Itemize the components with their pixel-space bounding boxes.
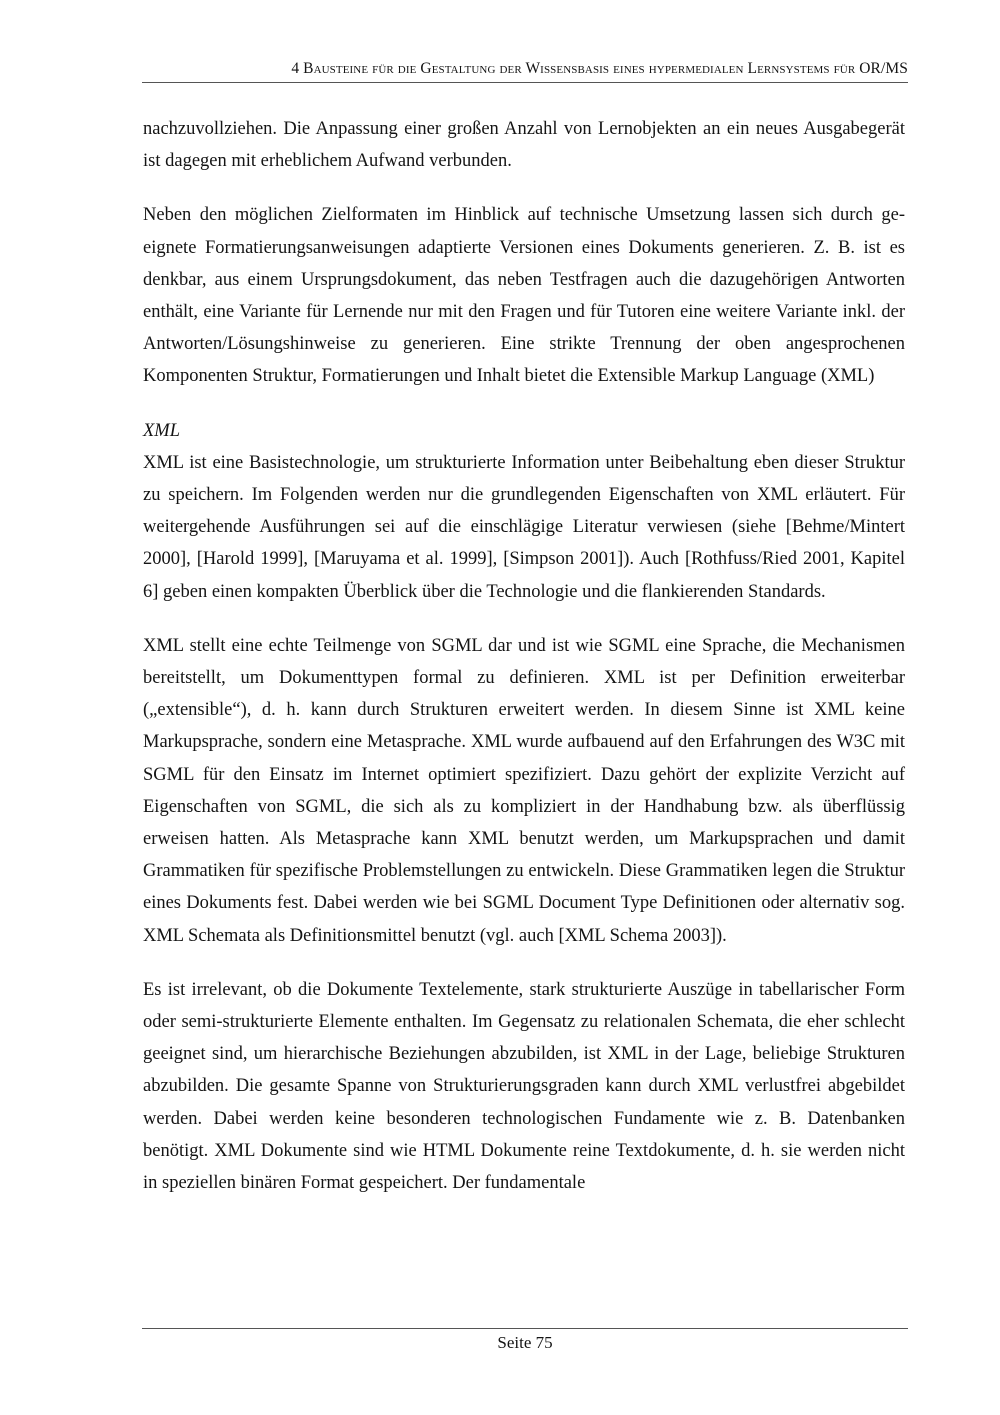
paragraph-xml-structures: Es ist irrelevant, ob die Dokumente Textelemente, stark strukturierte Auszüge in tabellarischer Form oder semi-strukturierte Elemente enthalten. Im Gegensatz zu relationalen Schemata, die eher schlecht geeignet sind, um hierarchische Beziehungen abzubilden, ist XML in der Lage, beliebige Strukturen abzubilden. Die gesamte Spanne von Strukturierungsgraden kann durch XML verlustfrei abgebildet werden. Dabei werden keine besonderen technologischen Fundamente wie z. B. Datenbanken benötigt. XML Dokumente sind wie HTML Dokumente reine Textdokumente, d. h. sie werden nicht in speziellen binären Format gespeichert. Der fundamentale	[143, 979, 905, 1194]
footer-divider	[142, 1328, 908, 1329]
section-heading-xml: XML	[143, 420, 180, 441]
running-header-title: 4 Bausteine für die Gestaltung der Wissensbasis eines hypermedialen Lernsystems für OR/MS	[291, 60, 908, 77]
paragraph-xml-intro: XML ist eine Basistechnologie, um strukturierte Information unter Beibehaltung eben dieser Struktur zu speichern. Im Folgenden werden nur die grundlegenden Eigenschaften von XML erläutert. Für weitergehende Ausführungen sei auf die einschlägige Literatur verwiesen (siehe [Behme/Mintert 2000], [Harold 1999], [Maruyama et al. 1999], [Simpson 2001]). Auch [Rothfuss/Ried 2001, Kapitel 6] geben einen kompakten Überblick über die Technologie und die flankierenden Standards.	[143, 452, 905, 602]
paragraph-xml-sgml: XML stellt eine echte Teilmenge von SGML dar und ist wie SGML eine Sprache, die Mechanismen bereitstellt, um Dokumenttypen formal zu definieren. XML ist per Definition erweiterbar („extensible“), d. h. kann durch Strukturen erweitert werden. In diesem Sinne ist XML keine Markupsprache, sondern eine Metasprache. XML wurde aufbauend auf den Erfahrungen des W3C mit SGML für den Einsatz im Internet optimiert spezifiziert. Dazu gehört der explizite Verzicht auf Eigenschaften von SGML, die sich als zu kompliziert in der Handhabung bzw. als überflüssig erweisen hatten. Als Metasprache kann XML benutzt werden, um Markupsprachen und damit Grammatiken für spezifische Problemstellungen zu entwickeln. Diese Grammatiken legen die Struktur eines Dokuments fest. Dabei werden wie bei SGML Document Type Definitionen oder alternativ sog. XML Schemata als Definitionsmittel benutzt (vgl. auch [XML Schema 2003]).	[143, 635, 905, 946]
running-header	[142, 60, 908, 78]
paragraph-target-formats: Neben den möglichen Zielformaten im Hinblick auf technische Umsetzung lassen sich durch geeignete Formatierungsanweisungen adaptierte Versionen eines Dokuments generieren. Z. B. ist es denkbar, aus einem Ursprungsdokument, das neben Testfragen auch die dazugehörigen Antworten enthält, eine Variante für Lernende nur mit den Fragen und für Tutoren eine weitere Variante inkl. der Antworten/Lösungshinweise zu generieren. Eine strikte Trennung der oben angesprochenen Komponenten Struktur, Formatierungen und Inhalt bietet die Extensible Markup Language (XML)	[143, 205, 905, 387]
body-text	[143, 113, 905, 1199]
header-divider	[142, 82, 908, 83]
paragraph-continuation: nachzuvollziehen. Die Anpassung einer großen Anzahl von Lernobjekten an ein neues Ausgabegerät ist dagegen mit erheblichem Aufwand verbunden.	[143, 119, 905, 172]
page-number: Seite 75	[497, 1333, 553, 1352]
